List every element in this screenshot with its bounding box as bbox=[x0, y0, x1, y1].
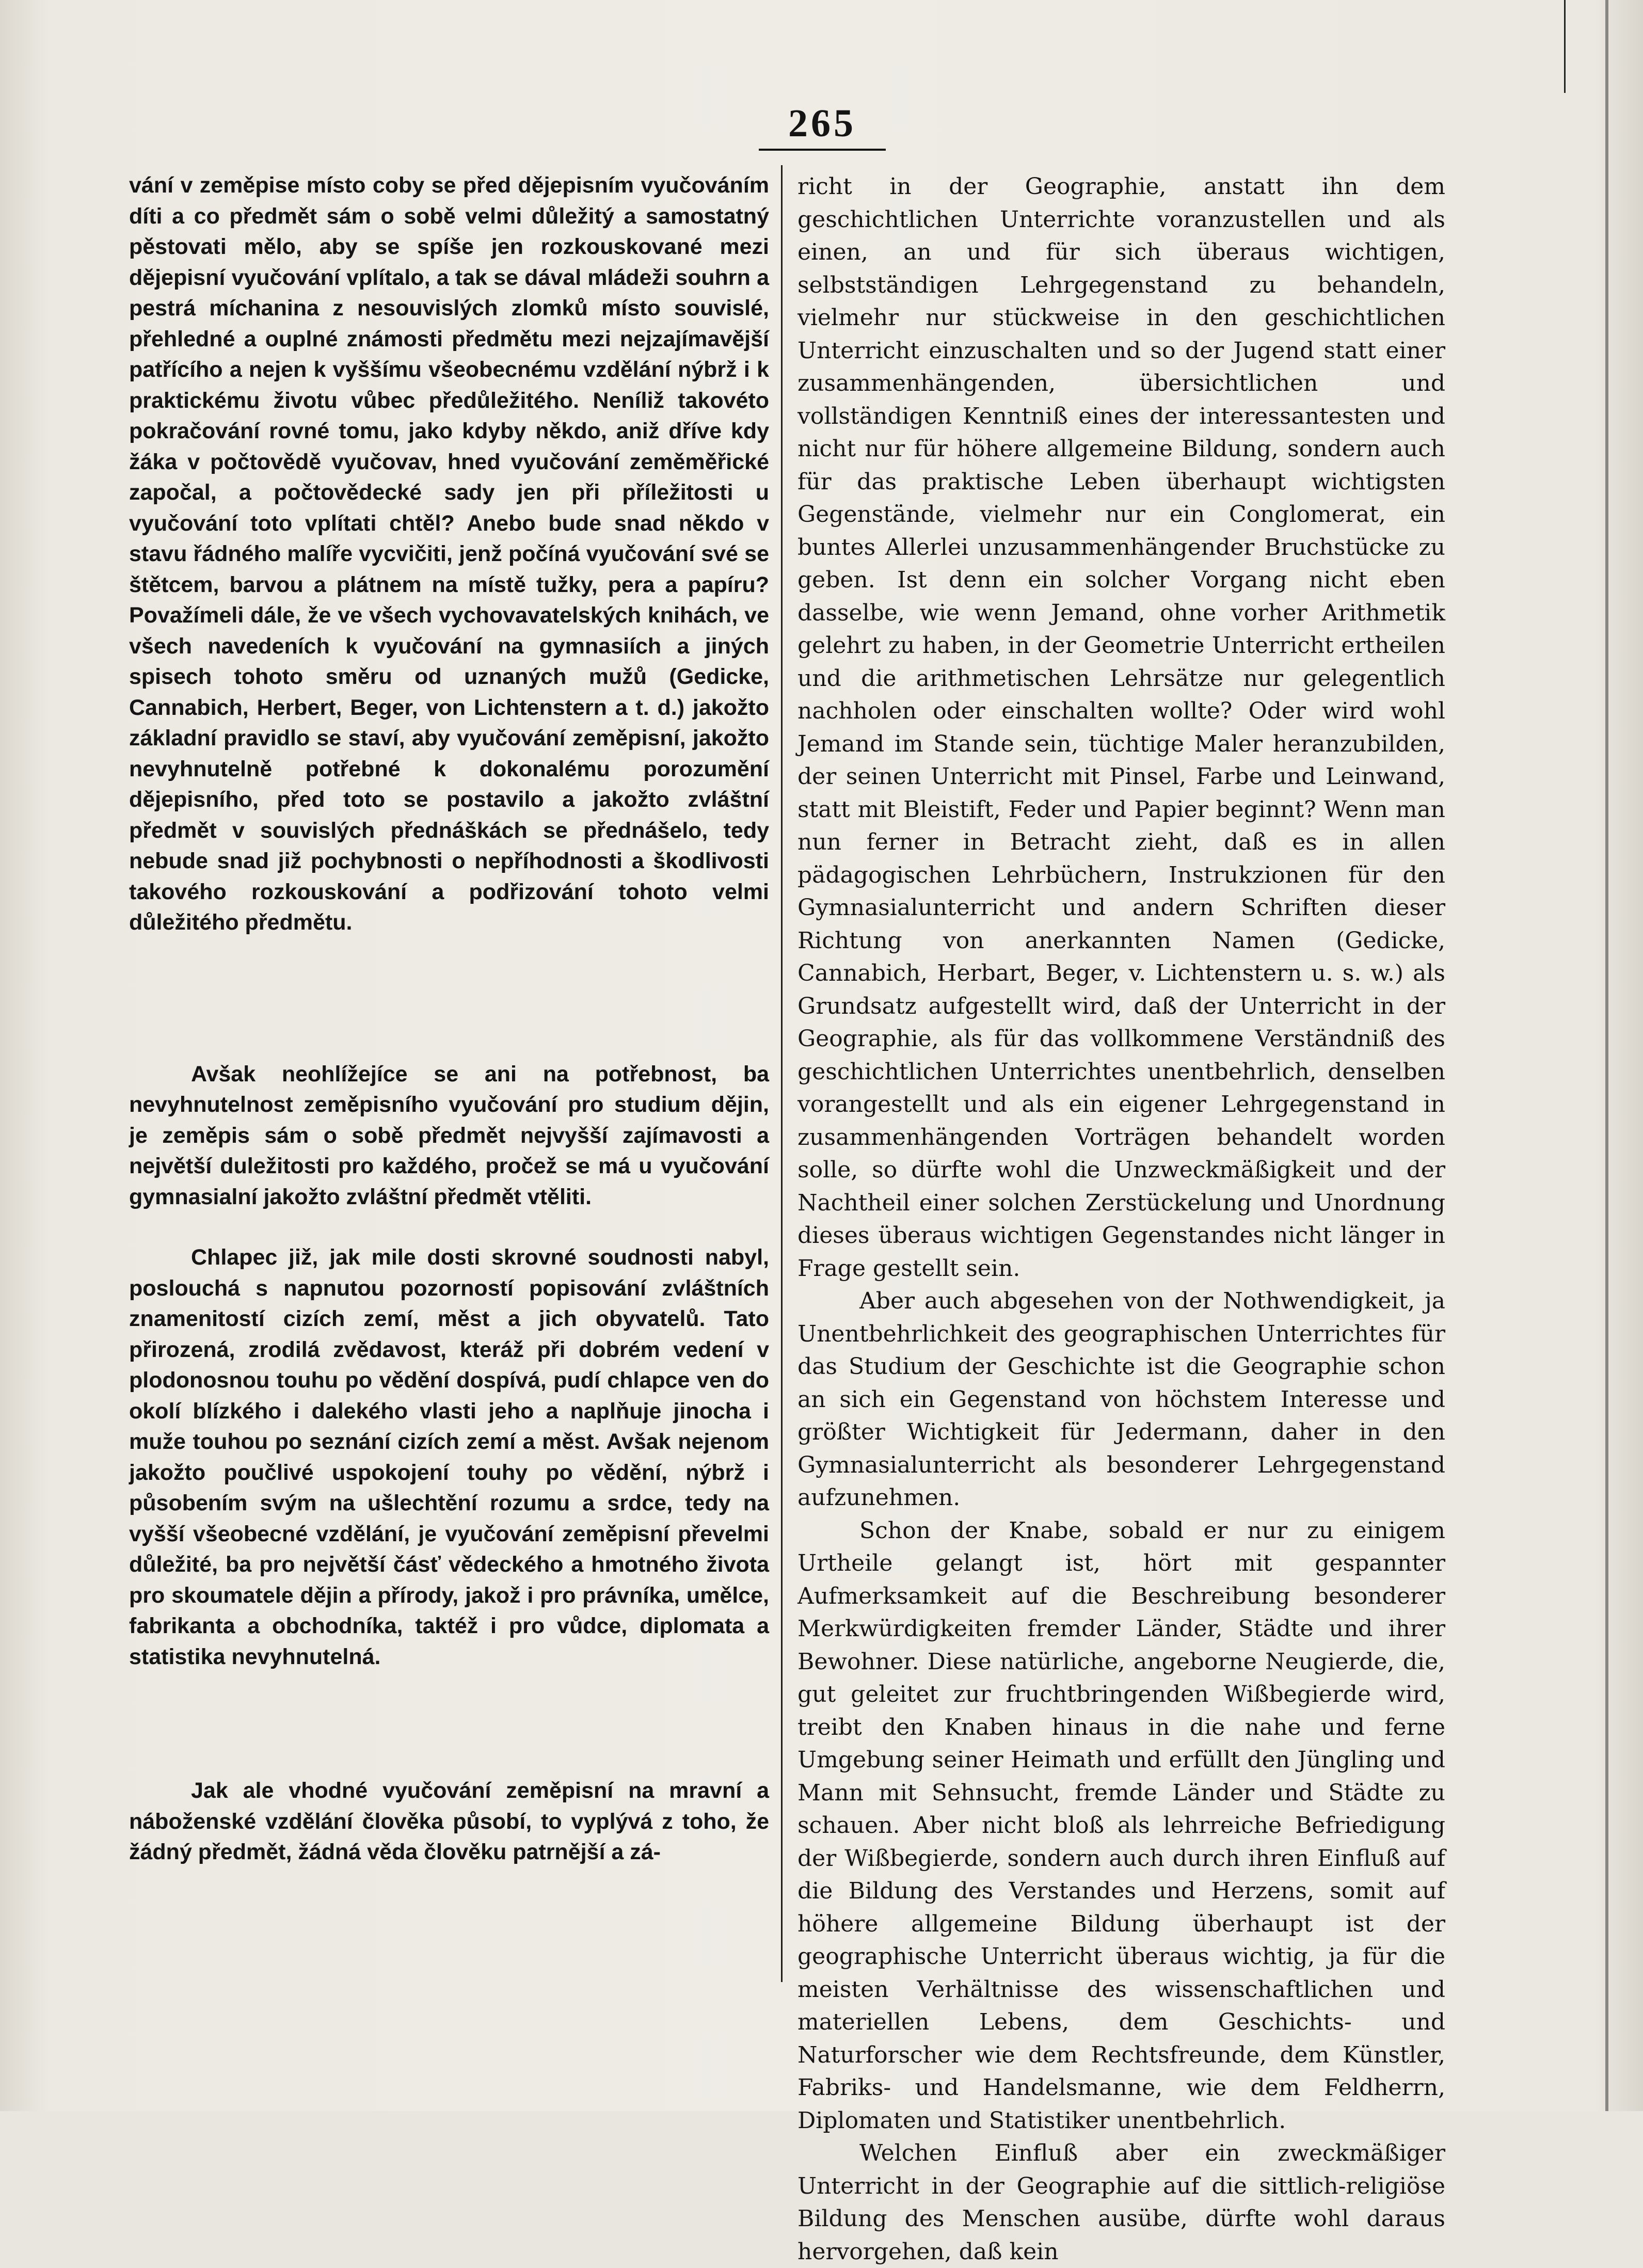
paragraph: Jak ale vhodné vyučování zeměpisní na mravní a náboženské vzdělání člověka působí, to vyplývá z toho, že žádný předmět, žádná věda člověku patrnější a zá- bbox=[129, 1778, 769, 1864]
page-edge-shadow bbox=[1605, 0, 1608, 2111]
binding-edge bbox=[1564, 0, 1566, 93]
paragraph: Aber auch abgesehen von der Nothwendigkeit, ja Unentbehrlichkeit des geographischen Unterrichtes für das Studium der Geschichte ist die Geographie schon an sich ein Gegenstand von höchstem Interesse und größter Wichtigkeit für Jedermann, daher in den Gymnasialunterricht als besonderer Lehrgegenstand aufzunehmen. bbox=[797, 1288, 1445, 1511]
header-rule bbox=[759, 149, 886, 151]
paragraph: Chlapec již, jak mile dosti skrovné soudnosti nabyl, poslouchá s napnutou pozorností popisování zvláštních znamenitostí cizích zemí, měst a jich obyvatelů. Tato přirozená, zrodilá zvědavost, kteráž při dobrém vedení v plodonosnou touhu po vědění dospívá, pudí chlapce ven do okolí blízkého i dalekého vlasti jeho a naplňuje jinocha i muže touhou po seznání cizích zemí a měst. Avšak nejenom jakožto poučlivé uspokojení touhy po vědění, nýbrž i působením svým na ušlechtění rozumu a srdce, tedy na vyšší všeobecné vzdělání, je vyučování zeměpisní převelmi důležité, ba pro největší čásť vědeckého a hmotného života pro skoumatele dějin a přírody, jakož i pro právníka, umělce, fabrikanta a obchodníka, taktéž i pro vůdce, diplomata a statistika nevyhnutelná. bbox=[129, 1245, 769, 1669]
right-column-german bbox=[797, 170, 1445, 2268]
left-column-czech bbox=[129, 170, 769, 1868]
paragraph: Avšak neohlížejíce se ani na potřebnost, ba nevyhnutelnost zeměpisního vyučování pro studium dějin, je zeměpis sám o sobě předmět nejvyšší zajímavosti a největší duležitosti pro každého, pročež se má u vyučování gymnasialní jakožto zvláštní předmět vtěliti. bbox=[129, 1061, 769, 1209]
paragraph: vání v zeměpise místo coby se před dějepisním vyučováním díti a co předmět sám o sobě velmi důležitý a samostatný pěstovati mělo, aby se spíše jen rozkouskované mezi dějepisní vyučování vplítalo, a tak se dával mládeži souhrn a pestrá míchanina z nesouvislých zlomků místo souvislé, přehledné a ouplné známosti předmětu mezi nejzajímavější patřícího a nejen k vyššímu všeobecnému vzdělání nýbrž i k praktickému životu vůbec předůležitého. Neníliž takovéto pokračování rovné tomu, jako kdyby někdo, aniž dříve kdy žáka v počtovědě vyučovav, hned vyučování zeměměřické započal, a počtovědecké sady jen při příležitosti u vyučování toto vplítati chtěl? Anebo bude snad někdo v stavu řádného malíře vycvičiti, jenž počíná vyučování své se štětcem, barvou a plátnem na místě tužky, pera a papíru? Považímeli dále, že ve všech vychovavatelských knihách, ve všech navedeních k vyučování na gymnasiích a jiných spisech tohoto směru od uznaných mužů (Gedicke, Cannabich, Herbert, Beger, von Lichtenstern a t. d.) jakožto základní pravidlo se staví, aby vyučování zeměpisní, jakožto nevyhnutelně potřebné k dokonalému porozumění dějepisního, před toto se postavilo a jakožto zvláštní předmět v souvislých přednáškách se přednášelo, tedy nebude snad již pochybnosti o nepříhodnosti a škodlivosti takového rozkouskování a podřizování tohoto velmi důležitého předmětu. bbox=[129, 173, 769, 935]
page-number: 265 bbox=[788, 102, 856, 145]
paragraph: richt in der Geographie, anstatt ihn dem geschichtlichen Unterrichte voranzustellen und als einen, an und für sich überaus wichtigen, selbstständigen Lehrgegenstand zu behandeln, vielmehr nur stückweise in den geschichtlichen Unterricht einzuschalten und so der Jugend statt einer zusammenhängenden, übersichtlichen und vollständigen Kenntniß eines der interessantesten und nicht nur für höhere allgemeine Bildung, sondern auch für das praktische Leben überhaupt wichtigsten Gegenstände, vielmehr nur ein Conglomerat, ein buntes Allerlei unzusammenhängender Bruchstücke zu geben. Ist denn ein solcher Vorgang nicht eben dasselbe, wie wenn Jemand, ohne vorher Arithmetik gelehrt zu haben, in der Geometrie Unterricht ertheilen und die arithmetischen Lehrsätze nur gelegentlich nachholen oder einschalten wollte? Oder wird wohl Jemand im Stande sein, tüchtige Maler heranzubilden, der seinen Unterricht mit Pinsel, Farbe und Leinwand, statt mit Bleistift, Feder und Papier beginnt? Wenn man nun ferner in Betracht zieht, daß es in allen pädagogischen Lehrbüchern, Instrukzionen für den Gymnasialunterricht und andern Schriften dieser Richtung von anerkannten Namen (Gedicke, Cannabich, Herbart, Beger, v. Lichtenstern u. s. w.) als Grundsatz aufgestellt wird, daß der Unterricht in der Geographie, als für das vollkommene Verständniß des geschichtlichen Unterrichtes unentbehrlich, denselben vorangestellt und als ein eigener Lehrgegenstand in zusammenhängenden Vorträgen behandelt worden solle, so dürfte wohl die Unzweckmäßigkeit und der Nachtheil einer solchen Zerstückelung und Unordnung dieses überaus wichtigen Gegenstandes nicht länger in Frage gestellt sein. bbox=[797, 173, 1445, 1282]
column-divider bbox=[781, 165, 783, 1982]
paragraph: Schon der Knabe, sobald er nur zu einigem Urtheile gelangt ist, hört mit gespannter Aufmerksamkeit auf die Beschreibung besonderer Merkwürdigkeiten fremder Länder, Städte und ihrer Bewohner. Diese natürliche, angeborne Neugierde, die, gut geleitet zur fruchtbringenden Wißbegierde wird, treibt den Knaben hinaus in die nahe und ferne Umgebung seiner Heimath und erfüllt den Jüngling und Mann mit Sehnsucht, fremde Länder und Städte zu schauen. Aber nicht bloß als lehrreiche Befriedigung der Wißbegierde, sondern auch durch ihren Einfluß auf die Bildung des Verstandes und Herzens, somit auf höhere allgemeine Bildung überhaupt ist der geographische Unterricht überaus wichtig, ja für die meisten Verhältnisse des wissenschaftlichen und materiellen Lebens, dem Geschichts- und Naturforscher wie dem Rechtsfreunde, dem Künstler, Fabriks- und Handelsmanne, wie dem Feldherrn, Diplomaten und Statistiker unentbehrlich. bbox=[797, 1517, 1445, 2134]
paragraph: Welchen Einfluß aber ein zweckmäßiger Unterricht in der Geographie auf die sittlich-religiöse Bildung des Menschen ausübe, dürfte wohl daraus hervorgehen, daß kein bbox=[797, 2140, 1445, 2265]
